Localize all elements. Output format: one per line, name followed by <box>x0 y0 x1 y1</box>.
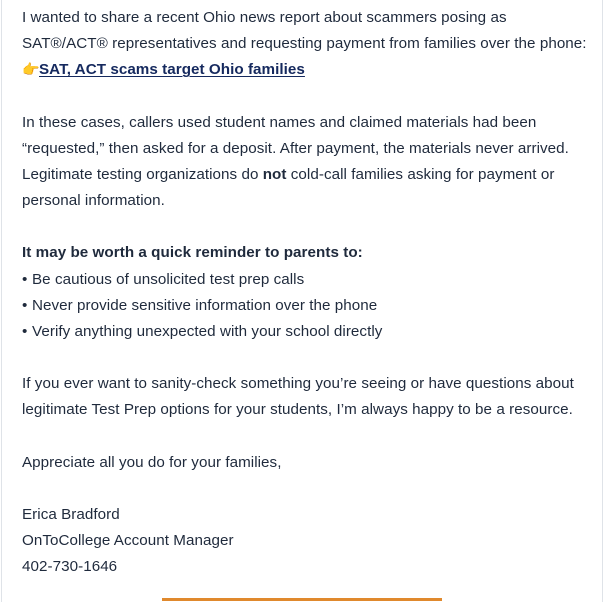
paragraph-spacer <box>22 424 592 450</box>
reminder-list-item <box>22 319 592 345</box>
reminder-list-item <box>22 293 592 319</box>
bullet-icon: • <box>22 270 28 288</box>
signature-name: Erica Bradford <box>22 505 120 523</box>
bullet-icon: • <box>22 323 28 341</box>
paragraph-spacer <box>22 476 592 502</box>
scam-details-emphasis: not <box>262 166 287 184</box>
signature-title: OnToCollege Account Manager <box>22 532 234 550</box>
scam-details-paragraph <box>22 110 592 215</box>
scam-details-text-start: In these cases, callers used student names and claimed materials had been “requested,” then asked for a deposit. After payment, the materials never arrived. Legitimate testing organizations do <box>22 113 569 184</box>
signature-phone[interactable]: 402-730-1646 <box>22 558 118 576</box>
reminder-heading: It may be worth a quick reminder to parents to: <box>22 244 363 262</box>
pointing-right-hand-icon: 👉 <box>22 61 40 78</box>
paragraph-spacer <box>22 345 592 371</box>
reminder-item-text: Never provide sensitive information over the phone <box>32 296 378 314</box>
article-link-line <box>22 57 592 83</box>
reminder-list-item <box>22 267 592 293</box>
signature-accent-bar <box>162 598 442 601</box>
resource-paragraph: If you ever want to sanity-check something you’re seeing or have questions about legitimate Test Prep options for your students, I’m always happy to be a resource. <box>22 375 574 419</box>
bullet-icon: • <box>22 296 28 314</box>
reminder-item-text: Be cautious of unsolicited test prep calls <box>32 270 305 288</box>
paragraph-spacer <box>22 214 592 240</box>
closing-line: Appreciate all you do for your families, <box>22 453 282 471</box>
scam-details-text-end: cold-call families asking for payment or personal information. <box>22 166 555 210</box>
reminder-item-text: Verify anything unexpected with your school directly <box>32 323 383 341</box>
left-border-line <box>1 0 2 602</box>
intro-paragraph <box>22 5 592 84</box>
paragraph-spacer <box>22 84 592 110</box>
article-link[interactable]: SAT, ACT scams target Ohio families <box>39 61 305 79</box>
reminder-list <box>22 267 592 346</box>
email-signature <box>22 502 592 581</box>
email-content <box>22 5 592 580</box>
intro-text: I wanted to share a recent Ohio news report about scammers posing as SAT®/ACT® representatives and requesting payment from families over the phone: <box>22 9 587 53</box>
right-border-line <box>602 0 603 602</box>
